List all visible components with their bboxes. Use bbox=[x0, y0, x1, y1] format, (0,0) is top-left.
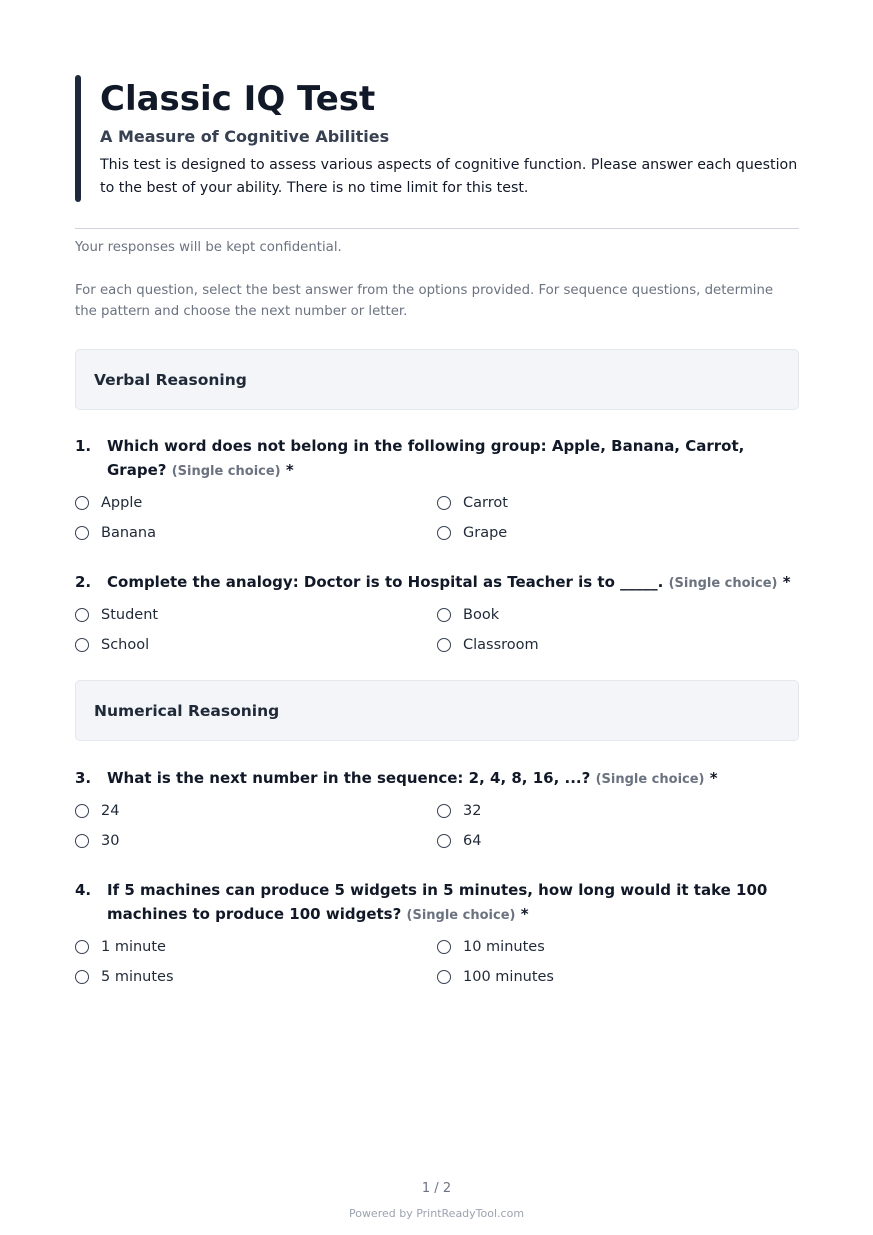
option-label: Grape bbox=[463, 525, 508, 541]
option-label: 24 bbox=[101, 803, 120, 819]
option-label: Student bbox=[101, 607, 159, 623]
option-label: School bbox=[101, 637, 150, 653]
option-book[interactable] bbox=[437, 605, 799, 625]
option-school[interactable] bbox=[75, 635, 437, 655]
option-label: 64 bbox=[463, 833, 482, 849]
page-number: 1 / 2 bbox=[421, 1181, 452, 1196]
question-4 bbox=[75, 878, 799, 987]
section-title: Numerical Reasoning bbox=[94, 701, 280, 720]
option-label: 5 minutes bbox=[101, 969, 174, 985]
radio-button[interactable] bbox=[75, 970, 89, 984]
question-3 bbox=[75, 766, 799, 851]
option-100-minutes[interactable] bbox=[437, 967, 799, 987]
confidential-note: Your responses will be kept confidential. bbox=[75, 240, 342, 255]
radio-button[interactable] bbox=[75, 940, 89, 954]
question-text: What is the next number in the sequence: 2, 4, 8, 16, ...? (Single choice) * bbox=[107, 769, 718, 787]
required-marker: * bbox=[285, 461, 294, 479]
option-label: Banana bbox=[101, 525, 156, 541]
radio-button[interactable] bbox=[437, 970, 451, 984]
question-2 bbox=[75, 570, 799, 655]
question-options bbox=[75, 605, 799, 655]
radio-button[interactable] bbox=[75, 638, 89, 652]
powered-by: Powered by PrintReadyTool.com bbox=[348, 1207, 525, 1220]
option-label: 10 minutes bbox=[463, 939, 545, 955]
question-number: 1. bbox=[75, 437, 92, 455]
radio-button[interactable] bbox=[437, 608, 451, 622]
radio-button[interactable] bbox=[75, 834, 89, 848]
question-text: Which word does not belong in the following group: Apple, Banana, Carrot, Grape? (Single choice) * bbox=[107, 437, 745, 479]
option-64[interactable] bbox=[437, 831, 799, 851]
option-5-minutes[interactable] bbox=[75, 967, 437, 987]
radio-button[interactable] bbox=[437, 804, 451, 818]
option-32[interactable] bbox=[437, 801, 799, 821]
required-marker: * bbox=[709, 769, 718, 787]
question-type: (Single choice) bbox=[406, 908, 516, 923]
form-description: This test is designed to assess various aspects of cognitive function. Please answer each question to the best of your ability. There is no time limit for this test. bbox=[100, 157, 798, 196]
option-classroom[interactable] bbox=[437, 635, 799, 655]
option-label: Carrot bbox=[463, 495, 508, 511]
form-title: Classic IQ Test bbox=[100, 79, 376, 119]
option-24[interactable] bbox=[75, 801, 437, 821]
option-banana[interactable] bbox=[75, 523, 437, 543]
question-options bbox=[75, 801, 799, 851]
question-options bbox=[75, 493, 799, 543]
radio-button[interactable] bbox=[437, 638, 451, 652]
option-30[interactable] bbox=[75, 831, 437, 851]
question-text: Complete the analogy: Doctor is to Hospital as Teacher is to _____. (Single choice) * bbox=[107, 573, 791, 591]
question-1 bbox=[75, 434, 799, 543]
option-1-minute[interactable] bbox=[75, 937, 437, 957]
section-header-verbal-reasoning bbox=[75, 349, 799, 410]
radio-button[interactable] bbox=[437, 940, 451, 954]
radio-button[interactable] bbox=[437, 496, 451, 510]
radio-button[interactable] bbox=[437, 526, 451, 540]
question-number: 4. bbox=[75, 881, 92, 899]
radio-button[interactable] bbox=[75, 496, 89, 510]
option-label: 32 bbox=[463, 803, 482, 819]
radio-button[interactable] bbox=[75, 804, 89, 818]
header-divider bbox=[75, 228, 799, 229]
section-header-numerical-reasoning bbox=[75, 680, 799, 741]
required-marker: * bbox=[782, 573, 791, 591]
option-apple[interactable] bbox=[75, 493, 437, 513]
radio-button[interactable] bbox=[75, 526, 89, 540]
option-label: 1 minute bbox=[101, 939, 166, 955]
option-label: Apple bbox=[101, 495, 143, 511]
question-number: 3. bbox=[75, 769, 92, 787]
option-grape[interactable] bbox=[437, 523, 799, 543]
instructions: For each question, select the best answer from the options provided. For sequence questions, determine the pattern and choose the next number or letter. bbox=[75, 283, 774, 319]
radio-button[interactable] bbox=[437, 834, 451, 848]
option-label: Classroom bbox=[463, 637, 539, 653]
question-type: (Single choice) bbox=[668, 576, 778, 591]
question-options bbox=[75, 937, 799, 987]
question-type: (Single choice) bbox=[595, 772, 705, 787]
form-page bbox=[75, 75, 799, 987]
question-type: (Single choice) bbox=[171, 464, 281, 479]
question-number: 2. bbox=[75, 573, 92, 591]
option-10-minutes[interactable] bbox=[437, 937, 799, 957]
option-label: 100 minutes bbox=[463, 969, 554, 985]
header-accent-bar bbox=[75, 75, 81, 202]
option-student[interactable] bbox=[75, 605, 437, 625]
section-title: Verbal Reasoning bbox=[94, 370, 247, 389]
option-label: 30 bbox=[101, 833, 120, 849]
required-marker: * bbox=[520, 905, 529, 923]
question-text: If 5 machines can produce 5 widgets in 5 minutes, how long would it take 100 machines to produce 100 widgets? (Single choice) * bbox=[107, 881, 768, 923]
option-carrot[interactable] bbox=[437, 493, 799, 513]
form-header bbox=[75, 75, 799, 202]
option-label: Book bbox=[463, 607, 500, 623]
radio-button[interactable] bbox=[75, 608, 89, 622]
form-subtitle: A Measure of Cognitive Abilities bbox=[100, 127, 390, 146]
